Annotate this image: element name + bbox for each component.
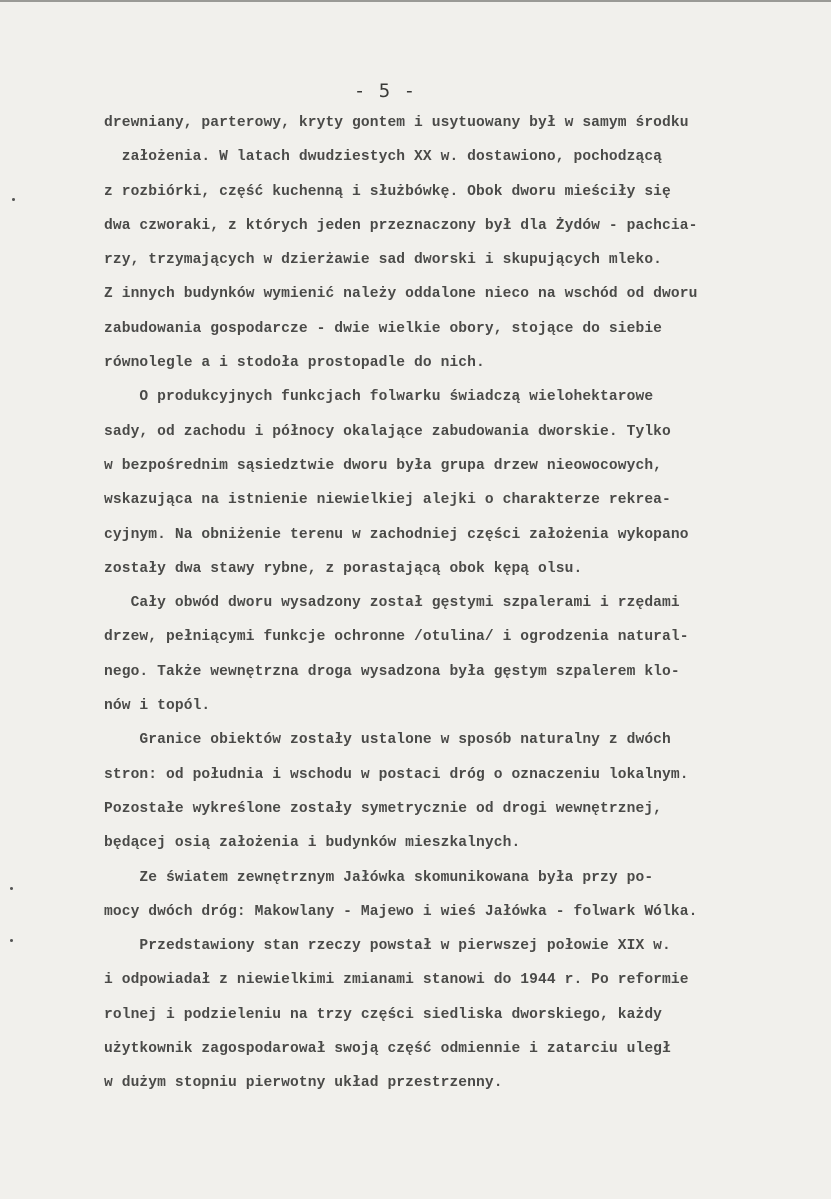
text-line: dwa czworaki, z których jeden przeznaczony był dla Żydów - pachcia-	[104, 217, 698, 234]
margin-speck	[10, 887, 13, 890]
text-line: zostały dwa stawy rybne, z porastającą obok kępą olsu.	[104, 560, 583, 577]
text-line: mocy dwóch dróg: Makowlany - Majewo i wieś Jałówka - folwark Wólka.	[104, 903, 698, 920]
text-line: O produkcyjnych funkcjach folwarku świadczą wielohektarowe	[104, 389, 654, 406]
text-line: w dużym stopniu pierwotny układ przestrzenny.	[104, 1075, 503, 1092]
text-line: rolnej i podzieleniu na trzy części siedliska dworskiego, każdy	[104, 1006, 663, 1023]
text-line: zabudowania gospodarcze - dwie wielkie obory, stojące do siebie	[104, 320, 663, 337]
text-line: będącej osią założenia i budynków mieszkalnych.	[104, 835, 521, 852]
text-line: wskazująca na istnienie niewielkiej alejki o charakterze rekrea-	[104, 492, 671, 509]
text-line: rzy, trzymających w dzierżawie sad dworski i skupujących mleko.	[104, 252, 663, 269]
text-line: równolegle a i stodoła prostopadle do nich.	[104, 355, 485, 372]
text-line: Z innych budynków wymienić należy oddalone nieco na wschód od dworu	[104, 286, 698, 303]
text-line: nego. Także wewnętrzna droga wysadzona była gęstym szpalerem klo-	[104, 663, 680, 680]
text-line: nów i topól.	[104, 698, 211, 715]
text-line: drzew, pełniącymi funkcje ochronne /otulina/ i ogrodzenia natural-	[104, 629, 689, 646]
text-line: i odpowiadał z niewielkimi zmianami stanowi do 1944 r. Po reformie	[104, 972, 689, 989]
text-line: Granice obiektów zostały ustalone w sposób naturalny z dwóch	[104, 732, 671, 749]
margin-speck	[10, 939, 13, 942]
text-line: z rozbiórki, część kuchenną i służbówkę. Obok dworu mieściły się	[104, 183, 671, 200]
text-line: Cały obwód dworu wysadzony został gęstymi szpalerami i rzędami	[104, 595, 680, 612]
body-text	[104, 106, 804, 1101]
text-line: użytkownik zagospodarował swoją część odmiennie i zatarciu uległ	[104, 1041, 671, 1058]
text-line: Pozostałe wykreślone zostały symetrycznie od drogi wewnętrznej,	[104, 800, 663, 817]
text-line: drewniany, parterowy, kryty gontem i usytuowany był w samym środku	[104, 115, 689, 131]
text-line: w bezpośrednim sąsiedztwie dworu była grupa drzew nieowocowych,	[104, 457, 663, 474]
text-line: sady, od zachodu i północy okalające zabudowania dworskie. Tylko	[104, 423, 671, 440]
text-line: Ze światem zewnętrznym Jałówka skomunikowana była przy po-	[104, 869, 654, 886]
text-line: cyjnym. Na obniżenie terenu w zachodniej części założenia wykopano	[104, 526, 689, 543]
margin-speck	[12, 198, 15, 201]
text-line: stron: od południa i wschodu w postaci dróg o oznaczeniu lokalnym.	[104, 766, 689, 783]
page-number: - 5 -	[353, 80, 417, 102]
text-line: założenia. W latach dwudziestych XX w. dostawiono, pochodzącą	[104, 149, 663, 166]
text-line: Przedstawiony stan rzeczy powstał w pierwszej połowie XIX w.	[104, 938, 671, 955]
